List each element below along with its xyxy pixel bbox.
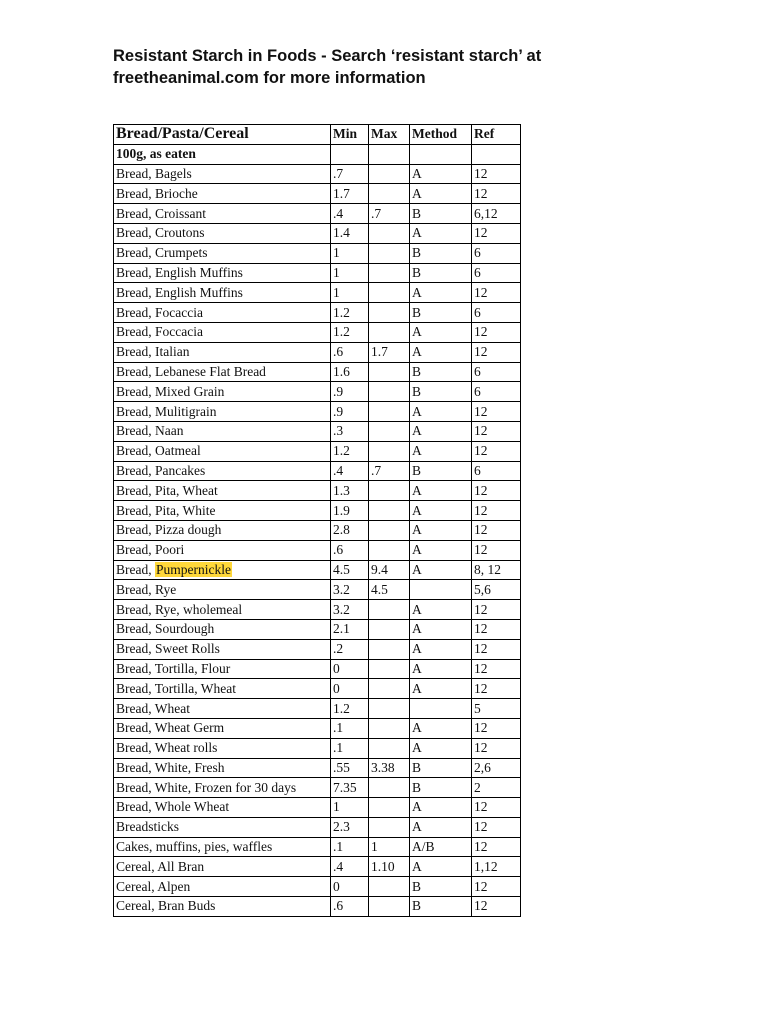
method-cell: A <box>410 540 472 560</box>
table-row <box>114 600 521 620</box>
method-cell <box>410 580 472 600</box>
max-cell: 4.5 <box>369 580 410 600</box>
min-cell: 1 <box>331 798 369 818</box>
table-row <box>114 164 521 184</box>
food-name-cell: Bread, Pancakes <box>114 461 331 481</box>
ref-cell: 12 <box>472 897 521 917</box>
min-cell: 4.5 <box>331 560 369 580</box>
food-name-cell: Bread, Croutons <box>114 223 331 243</box>
max-cell <box>369 718 410 738</box>
max-cell <box>369 738 410 758</box>
table-row <box>114 897 521 917</box>
max-cell: 1.10 <box>369 857 410 877</box>
table-cell <box>369 144 410 164</box>
table-row <box>114 699 521 719</box>
table-row <box>114 322 521 342</box>
min-cell: 1.2 <box>331 322 369 342</box>
subheader-label: 100g, as eaten <box>114 144 331 164</box>
food-name-cell: Bread, Mixed Grain <box>114 382 331 402</box>
ref-cell: 12 <box>472 817 521 837</box>
title-line-2: freetheanimal.com for more information <box>113 69 426 87</box>
ref-cell: 12 <box>472 837 521 857</box>
food-name-cell: Bread, Croissant <box>114 204 331 224</box>
table-row <box>114 639 521 659</box>
method-cell: A <box>410 738 472 758</box>
food-name-cell: Bread, Oatmeal <box>114 441 331 461</box>
max-cell: .7 <box>369 204 410 224</box>
max-cell: 1.7 <box>369 342 410 362</box>
ref-cell: 6 <box>472 263 521 283</box>
ref-cell: 12 <box>472 877 521 897</box>
min-cell: 2.1 <box>331 619 369 639</box>
max-cell <box>369 897 410 917</box>
min-cell: 2.3 <box>331 817 369 837</box>
min-cell: .6 <box>331 342 369 362</box>
table-row <box>114 223 521 243</box>
table-row <box>114 798 521 818</box>
food-name-cell: Bread, Rye <box>114 580 331 600</box>
food-name-cell: Cereal, Bran Buds <box>114 897 331 917</box>
min-cell: 1.4 <box>331 223 369 243</box>
min-cell: .2 <box>331 639 369 659</box>
method-cell: A <box>410 659 472 679</box>
ref-cell: 2,6 <box>472 758 521 778</box>
ref-cell: 2 <box>472 778 521 798</box>
food-name-cell: Bread, Wheat <box>114 699 331 719</box>
table-cell <box>331 144 369 164</box>
method-cell: A <box>410 619 472 639</box>
table-row <box>114 481 521 501</box>
max-cell <box>369 798 410 818</box>
food-name-cell: Bread, Whole Wheat <box>114 798 331 818</box>
method-cell: A <box>410 857 472 877</box>
min-cell: 0 <box>331 679 369 699</box>
table-row <box>114 283 521 303</box>
table-row <box>114 382 521 402</box>
food-name-cell: Bread, Crumpets <box>114 243 331 263</box>
table-row <box>114 540 521 560</box>
min-cell: 1 <box>331 283 369 303</box>
ref-cell: 12 <box>472 441 521 461</box>
table-cell <box>410 144 472 164</box>
ref-cell: 12 <box>472 679 521 699</box>
food-name-cell: Bread, Lebanese Flat Bread <box>114 362 331 382</box>
min-cell: 0 <box>331 877 369 897</box>
food-name-cell: Bread, Foccacia <box>114 322 331 342</box>
min-cell: 1.2 <box>331 699 369 719</box>
method-cell: A <box>410 283 472 303</box>
table-row <box>114 758 521 778</box>
food-name-cell: Bread, English Muffins <box>114 283 331 303</box>
table-row <box>114 461 521 481</box>
table-row <box>114 520 521 540</box>
header-method: Method <box>410 125 472 145</box>
min-cell: 0 <box>331 659 369 679</box>
table-row <box>114 718 521 738</box>
method-cell: A <box>410 600 472 620</box>
method-cell: A <box>410 421 472 441</box>
header-row <box>114 125 521 145</box>
method-cell: A <box>410 322 472 342</box>
method-cell: A <box>410 501 472 521</box>
method-cell: A <box>410 817 472 837</box>
max-cell <box>369 619 410 639</box>
ref-cell: 12 <box>472 600 521 620</box>
min-cell: .4 <box>331 857 369 877</box>
min-cell: .7 <box>331 164 369 184</box>
max-cell <box>369 699 410 719</box>
table-row <box>114 342 521 362</box>
header-max: Max <box>369 125 410 145</box>
table-row <box>114 402 521 422</box>
method-cell: A <box>410 520 472 540</box>
min-cell: .6 <box>331 897 369 917</box>
food-name-cell: Bread, Brioche <box>114 184 331 204</box>
food-name-cell: Bread, White, Frozen for 30 days <box>114 778 331 798</box>
min-cell: 1.7 <box>331 184 369 204</box>
min-cell: .1 <box>331 738 369 758</box>
min-cell: .4 <box>331 204 369 224</box>
max-cell <box>369 679 410 699</box>
table-cell <box>472 144 521 164</box>
method-cell: A <box>410 560 472 580</box>
max-cell <box>369 817 410 837</box>
ref-cell: 6 <box>472 382 521 402</box>
method-cell: B <box>410 877 472 897</box>
method-cell: A <box>410 402 472 422</box>
ref-cell: 12 <box>472 718 521 738</box>
ref-cell: 12 <box>472 520 521 540</box>
table-row <box>114 204 521 224</box>
ref-cell: 5,6 <box>472 580 521 600</box>
method-cell: B <box>410 461 472 481</box>
ref-cell: 12 <box>472 184 521 204</box>
resistant-starch-table <box>113 124 521 917</box>
food-name-cell: Bread, Wheat rolls <box>114 738 331 758</box>
table-row <box>114 441 521 461</box>
ref-cell: 12 <box>472 421 521 441</box>
min-cell: 3.2 <box>331 600 369 620</box>
method-cell: B <box>410 897 472 917</box>
table-row <box>114 837 521 857</box>
method-cell: B <box>410 263 472 283</box>
min-cell: .1 <box>331 837 369 857</box>
ref-cell: 12 <box>472 501 521 521</box>
method-cell: B <box>410 758 472 778</box>
ref-cell: 12 <box>472 283 521 303</box>
food-name-cell: Bread, Focaccia <box>114 303 331 323</box>
max-cell <box>369 283 410 303</box>
food-name-cell: Breadsticks <box>114 817 331 837</box>
max-cell <box>369 322 410 342</box>
min-cell: 3.2 <box>331 580 369 600</box>
method-cell: B <box>410 382 472 402</box>
method-cell: A/B <box>410 837 472 857</box>
max-cell <box>369 243 410 263</box>
min-cell: 1.2 <box>331 303 369 323</box>
min-cell: .9 <box>331 402 369 422</box>
table-row <box>114 738 521 758</box>
header-min: Min <box>331 125 369 145</box>
method-cell: A <box>410 184 472 204</box>
max-cell: 9.4 <box>369 560 410 580</box>
method-cell: A <box>410 798 472 818</box>
food-name-cell: Cereal, All Bran <box>114 857 331 877</box>
ref-cell: 8, 12 <box>472 560 521 580</box>
max-cell <box>369 263 410 283</box>
max-cell: .7 <box>369 461 410 481</box>
max-cell <box>369 184 410 204</box>
food-name-cell: Bread, English Muffins <box>114 263 331 283</box>
header-food: Bread/Pasta/Cereal <box>114 125 331 145</box>
table-row <box>114 679 521 699</box>
food-name-cell: Cakes, muffins, pies, waffles <box>114 837 331 857</box>
food-name-cell: Bread, White, Fresh <box>114 758 331 778</box>
method-cell: B <box>410 362 472 382</box>
min-cell: 1.6 <box>331 362 369 382</box>
food-name-cell: Bread, Poori <box>114 540 331 560</box>
table-row <box>114 501 521 521</box>
method-cell: A <box>410 441 472 461</box>
max-cell <box>369 402 410 422</box>
min-cell: .1 <box>331 718 369 738</box>
food-name-cell: Bread, Pizza dough <box>114 520 331 540</box>
table-row <box>114 560 521 580</box>
min-cell: .9 <box>331 382 369 402</box>
table-row <box>114 659 521 679</box>
food-name-cell: Bread, Tortilla, Flour <box>114 659 331 679</box>
header-ref: Ref <box>472 125 521 145</box>
food-name-prefix: Bread, <box>116 561 155 577</box>
method-cell: A <box>410 481 472 501</box>
food-name-cell: Bread, Sourdough <box>114 619 331 639</box>
table-row <box>114 303 521 323</box>
ref-cell: 6 <box>472 362 521 382</box>
food-name-cell: Bread, Mulitigrain <box>114 402 331 422</box>
table-row <box>114 778 521 798</box>
max-cell <box>369 164 410 184</box>
food-name-cell: Bread, Wheat Germ <box>114 718 331 738</box>
ref-cell: 12 <box>472 481 521 501</box>
max-cell <box>369 659 410 679</box>
food-name-cell: Bread, Italian <box>114 342 331 362</box>
title-line-1: Resistant Starch in Foods - Search ‘resistant starch’ at <box>113 47 542 65</box>
min-cell: 7.35 <box>331 778 369 798</box>
ref-cell: 12 <box>472 342 521 362</box>
max-cell <box>369 778 410 798</box>
method-cell: B <box>410 204 472 224</box>
min-cell: 1.9 <box>331 501 369 521</box>
max-cell: 3.38 <box>369 758 410 778</box>
table-row <box>114 243 521 263</box>
document-title <box>113 45 633 89</box>
min-cell: 1.2 <box>331 441 369 461</box>
min-cell: 2.8 <box>331 520 369 540</box>
max-cell <box>369 223 410 243</box>
ref-cell: 12 <box>472 402 521 422</box>
max-cell <box>369 600 410 620</box>
method-cell: B <box>410 303 472 323</box>
ref-cell: 1,12 <box>472 857 521 877</box>
ref-cell: 12 <box>472 540 521 560</box>
min-cell: 1 <box>331 243 369 263</box>
food-name-cell: Bread, Naan <box>114 421 331 441</box>
food-name-cell: Bread, Tortilla, Wheat <box>114 679 331 699</box>
food-name-cell: Bread, Sweet Rolls <box>114 639 331 659</box>
ref-cell: 12 <box>472 639 521 659</box>
max-cell <box>369 540 410 560</box>
table-row <box>114 857 521 877</box>
table-row <box>114 817 521 837</box>
max-cell: 1 <box>369 837 410 857</box>
method-cell: B <box>410 243 472 263</box>
min-cell: .6 <box>331 540 369 560</box>
method-cell <box>410 699 472 719</box>
table-row <box>114 421 521 441</box>
max-cell <box>369 362 410 382</box>
food-name-cell <box>114 560 331 580</box>
method-cell: A <box>410 679 472 699</box>
ref-cell: 5 <box>472 699 521 719</box>
min-cell: .4 <box>331 461 369 481</box>
method-cell: A <box>410 342 472 362</box>
min-cell: 1.3 <box>331 481 369 501</box>
ref-cell: 12 <box>472 659 521 679</box>
table-row <box>114 619 521 639</box>
table-row <box>114 362 521 382</box>
method-cell: B <box>410 778 472 798</box>
subheader-row <box>114 144 521 164</box>
method-cell: A <box>410 639 472 659</box>
ref-cell: 6 <box>472 461 521 481</box>
max-cell <box>369 382 410 402</box>
food-name-cell: Bread, Pita, White <box>114 501 331 521</box>
method-cell: A <box>410 223 472 243</box>
food-name-cell: Bread, Rye, wholemeal <box>114 600 331 620</box>
table-row <box>114 263 521 283</box>
max-cell <box>369 441 410 461</box>
ref-cell: 12 <box>472 798 521 818</box>
max-cell <box>369 421 410 441</box>
method-cell: A <box>410 718 472 738</box>
ref-cell: 12 <box>472 322 521 342</box>
min-cell: .3 <box>331 421 369 441</box>
table-row <box>114 877 521 897</box>
min-cell: .55 <box>331 758 369 778</box>
min-cell: 1 <box>331 263 369 283</box>
ref-cell: 6,12 <box>472 204 521 224</box>
max-cell <box>369 520 410 540</box>
max-cell <box>369 501 410 521</box>
max-cell <box>369 877 410 897</box>
table-row <box>114 580 521 600</box>
ref-cell: 12 <box>472 619 521 639</box>
food-name-cell: Cereal, Alpen <box>114 877 331 897</box>
highlighted-text: Pumpernickle <box>155 561 231 577</box>
ref-cell: 12 <box>472 164 521 184</box>
table-row <box>114 184 521 204</box>
food-name-cell: Bread, Bagels <box>114 164 331 184</box>
ref-cell: 12 <box>472 223 521 243</box>
max-cell <box>369 481 410 501</box>
food-name-cell: Bread, Pita, Wheat <box>114 481 331 501</box>
method-cell: A <box>410 164 472 184</box>
max-cell <box>369 303 410 323</box>
ref-cell: 6 <box>472 243 521 263</box>
max-cell <box>369 639 410 659</box>
ref-cell: 6 <box>472 303 521 323</box>
ref-cell: 12 <box>472 738 521 758</box>
